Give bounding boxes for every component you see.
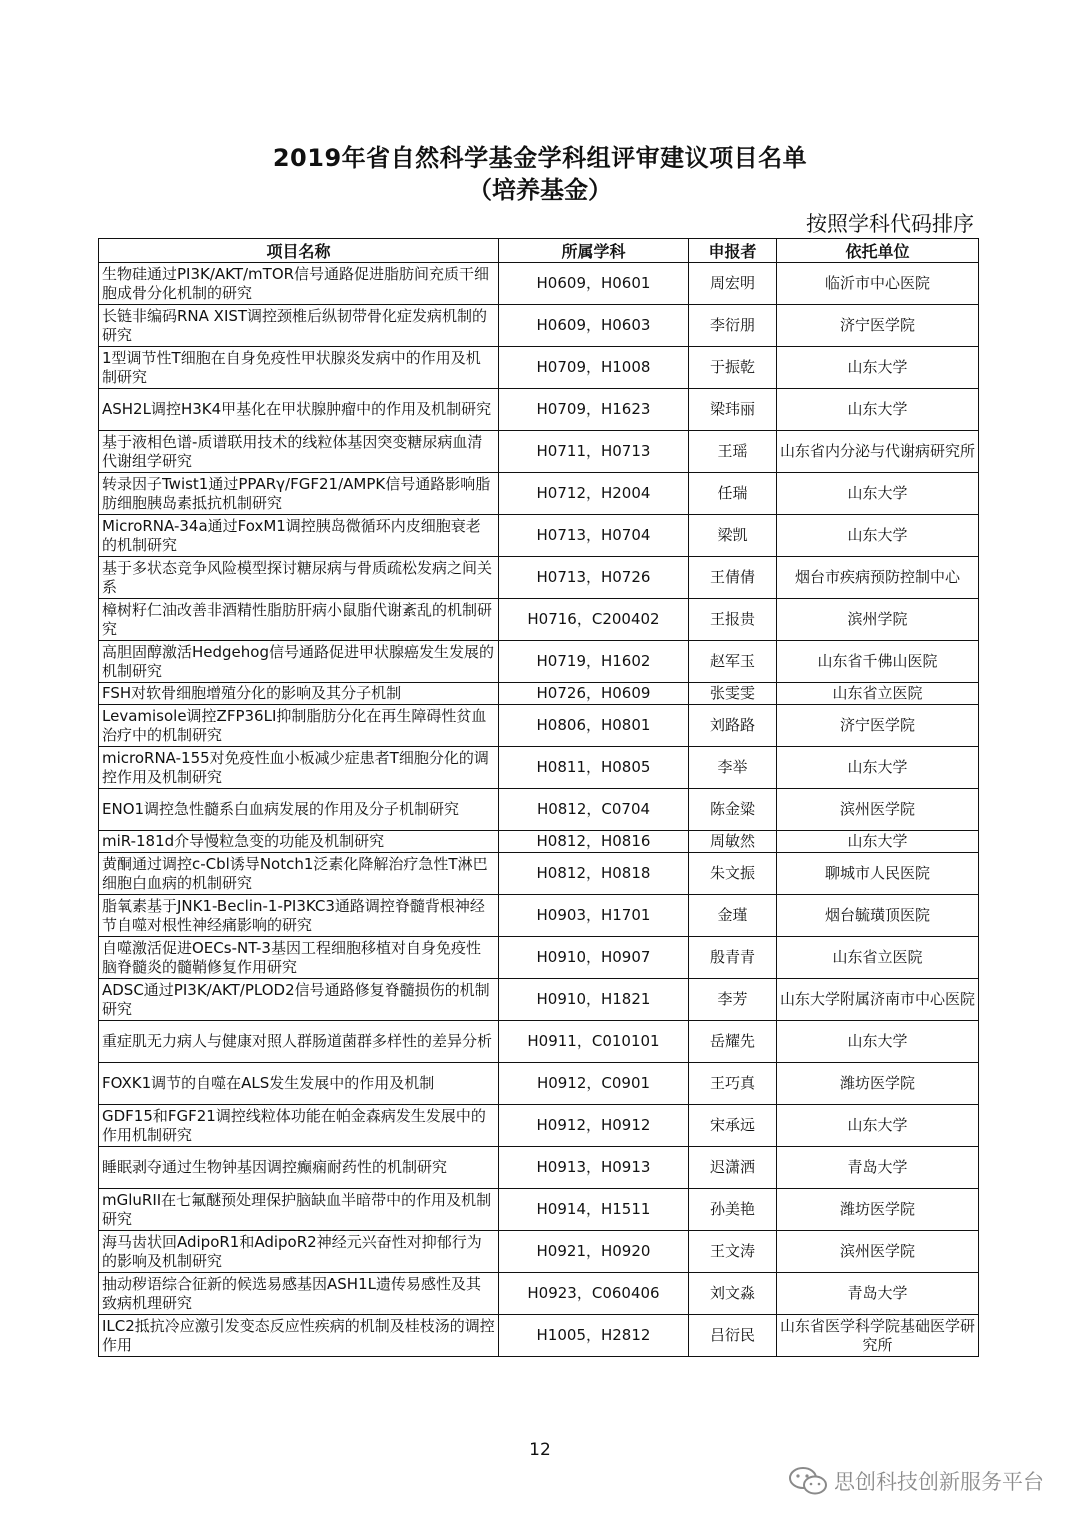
cell-project-name: MicroRNA-34a通过FoxM1调控胰岛微循环内皮细胞衰老的机制研究 — [99, 515, 499, 557]
cell-project-name: 黄酮通过调控c-Cbl诱导Notch1泛素化降解治疗急性T淋巴细胞白血病的机制研究 — [99, 853, 499, 895]
cell-applicant: 吕衍民 — [689, 1315, 777, 1357]
cell-unit: 山东大学 — [777, 831, 979, 853]
cell-project-name: GDF15和FGF21调控线粒体功能在帕金森病发生发展中的作用机制研究 — [99, 1105, 499, 1147]
cell-unit: 滨州学院 — [777, 599, 979, 641]
wechat-icon — [788, 1466, 828, 1496]
cell-unit: 济宁医学院 — [777, 705, 979, 747]
header-applicant: 申报者 — [689, 239, 777, 263]
table-row — [99, 557, 979, 599]
table-row — [99, 1315, 979, 1357]
cell-applicant: 梁玮丽 — [689, 389, 777, 431]
table-header-row — [99, 239, 979, 263]
cell-subject: H0609，H0603 — [499, 305, 689, 347]
cell-applicant: 王倩倩 — [689, 557, 777, 599]
cell-project-name: 长链非编码RNA XIST调控颈椎后纵韧带骨化症发病机制的研究 — [99, 305, 499, 347]
cell-unit: 青岛大学 — [777, 1147, 979, 1189]
cell-project-name: 生物硅通过PI3K/AKT/mTOR信号通路促进脂肪间充质干细胞成骨分化机制的研究 — [99, 263, 499, 305]
table-row — [99, 431, 979, 473]
cell-applicant: 殷青青 — [689, 937, 777, 979]
cell-subject: H0709，H1008 — [499, 347, 689, 389]
cell-project-name: microRNA-155对免疫性血小板减少症患者T细胞分化的调控作用及机制研究 — [99, 747, 499, 789]
cell-project-name: 樟树籽仁油改善非酒精性脂肪肝病小鼠脂代谢紊乱的机制研究 — [99, 599, 499, 641]
cell-unit: 滨州医学院 — [777, 789, 979, 831]
cell-applicant: 岳耀先 — [689, 1021, 777, 1063]
table-row — [99, 599, 979, 641]
cell-project-name: 重症肌无力病人与健康对照人群肠道菌群多样性的差异分析 — [99, 1021, 499, 1063]
cell-applicant: 周宏明 — [689, 263, 777, 305]
cell-subject: H0912，C0901 — [499, 1063, 689, 1105]
table-row — [99, 1189, 979, 1231]
cell-subject: H0709，H1623 — [499, 389, 689, 431]
page-number: 12 — [529, 1440, 551, 1460]
table-row — [99, 789, 979, 831]
table-row — [99, 1273, 979, 1315]
table-row — [99, 641, 979, 683]
cell-project-name: ADSC通过PI3K/AKT/PLOD2信号通路修复脊髓损伤的机制研究 — [99, 979, 499, 1021]
cell-project-name: FOXK1调节的自噬在ALS发生发展中的作用及机制 — [99, 1063, 499, 1105]
cell-unit: 山东省立医院 — [777, 937, 979, 979]
cell-subject: H0812，H0818 — [499, 853, 689, 895]
cell-project-name: 基于多状态竞争风险模型探讨糖尿病与骨质疏松发病之间关系 — [99, 557, 499, 599]
cell-applicant: 赵军玉 — [689, 641, 777, 683]
cell-project-name: 基于液相色谱-质谱联用技术的线粒体基因突变糖尿病血清代谢组学研究 — [99, 431, 499, 473]
table-row — [99, 683, 979, 705]
cell-subject: H0719，H1602 — [499, 641, 689, 683]
header-unit: 依托单位 — [777, 239, 979, 263]
table-row — [99, 305, 979, 347]
cell-applicant: 李举 — [689, 747, 777, 789]
cell-project-name: 脂氧素基于JNK1-Beclin-1-PI3KC3通路调控脊髓背根神经节自噬对根性神经痛影响的研究 — [99, 895, 499, 937]
cell-unit: 滨州医学院 — [777, 1231, 979, 1273]
cell-unit: 临沂市中心医院 — [777, 263, 979, 305]
cell-subject: H0911，C010101 — [499, 1021, 689, 1063]
cell-unit: 山东大学 — [777, 473, 979, 515]
cell-subject: H0921，H0920 — [499, 1231, 689, 1273]
cell-project-name: 1型调节性T细胞在自身免疫性甲状腺炎发病中的作用及机制研究 — [99, 347, 499, 389]
cell-project-name: ENO1调控急性髓系白血病发展的作用及分子机制研究 — [99, 789, 499, 831]
table-row — [99, 895, 979, 937]
cell-subject: H0923，C060406 — [499, 1273, 689, 1315]
cell-subject: H0912，H0912 — [499, 1105, 689, 1147]
cell-unit: 烟台市疾病预防控制中心 — [777, 557, 979, 599]
cell-unit: 聊城市人民医院 — [777, 853, 979, 895]
table-row — [99, 1105, 979, 1147]
cell-subject: H0910，H1821 — [499, 979, 689, 1021]
cell-subject: H0713，H0704 — [499, 515, 689, 557]
cell-applicant: 孙美艳 — [689, 1189, 777, 1231]
cell-applicant: 宋承远 — [689, 1105, 777, 1147]
table-row — [99, 747, 979, 789]
cell-applicant: 李衍朋 — [689, 305, 777, 347]
cell-unit: 山东大学 — [777, 1105, 979, 1147]
table-row — [99, 1063, 979, 1105]
cell-applicant: 李芳 — [689, 979, 777, 1021]
table-row — [99, 389, 979, 431]
cell-project-name: Levamisole调控ZFP36LI抑制脂肪分化在再生障碍性贫血治疗中的机制研究 — [99, 705, 499, 747]
cell-project-name: 海马齿状回AdipoR1和AdipoR2神经元兴奋性对抑郁行为的影响及机制研究 — [99, 1231, 499, 1273]
cell-applicant: 王文涛 — [689, 1231, 777, 1273]
cell-applicant: 迟潇洒 — [689, 1147, 777, 1189]
table-row — [99, 473, 979, 515]
cell-unit: 潍坊医学院 — [777, 1063, 979, 1105]
project-table — [98, 238, 979, 1357]
cell-unit: 青岛大学 — [777, 1273, 979, 1315]
watermark — [788, 1466, 1044, 1496]
table-row — [99, 1231, 979, 1273]
cell-project-name: ASH2L调控H3K4甲基化在甲状腺肿瘤中的作用及机制研究 — [99, 389, 499, 431]
cell-applicant: 张雯雯 — [689, 683, 777, 705]
cell-subject: H0811，H0805 — [499, 747, 689, 789]
cell-subject: H0713，H0726 — [499, 557, 689, 599]
cell-applicant: 任瑞 — [689, 473, 777, 515]
cell-subject: H0812，H0816 — [499, 831, 689, 853]
table-body — [99, 263, 979, 1357]
cell-applicant: 刘文淼 — [689, 1273, 777, 1315]
watermark-text: 思创科技创新服务平台 — [834, 1470, 1044, 1494]
cell-project-name: 转录因子Twist1通过PPARγ/FGF21/AMPK信号通路影响脂肪细胞胰岛素抵抗机制研究 — [99, 473, 499, 515]
cell-unit: 山东大学附属济南市中心医院 — [777, 979, 979, 1021]
table-row — [99, 1021, 979, 1063]
cell-applicant: 梁凯 — [689, 515, 777, 557]
header-project-name: 项目名称 — [99, 239, 499, 263]
cell-applicant: 刘路路 — [689, 705, 777, 747]
cell-unit: 山东省内分泌与代谢病研究所 — [777, 431, 979, 473]
table-row — [99, 979, 979, 1021]
cell-unit: 山东大学 — [777, 389, 979, 431]
table-row — [99, 1147, 979, 1189]
table-row — [99, 831, 979, 853]
document-title: 2019年省自然科学基金学科组评审建议项目名单 — [272, 144, 808, 172]
table-row — [99, 937, 979, 979]
table-row — [99, 263, 979, 305]
cell-unit: 山东大学 — [777, 1021, 979, 1063]
cell-subject: H0716，C200402 — [499, 599, 689, 641]
cell-unit: 山东大学 — [777, 747, 979, 789]
cell-unit: 潍坊医学院 — [777, 1189, 979, 1231]
cell-unit: 山东省千佛山医院 — [777, 641, 979, 683]
header-subject: 所属学科 — [499, 239, 689, 263]
cell-subject: H0913，H0913 — [499, 1147, 689, 1189]
cell-applicant: 金瑾 — [689, 895, 777, 937]
cell-subject: H1005，H2812 — [499, 1315, 689, 1357]
table-row — [99, 347, 979, 389]
cell-subject: H0609，H0601 — [499, 263, 689, 305]
cell-subject: H0726，H0609 — [499, 683, 689, 705]
cell-project-name: mGluRII在七氟醚预处理保护脑缺血半暗带中的作用及机制研究 — [99, 1189, 499, 1231]
cell-applicant: 朱文振 — [689, 853, 777, 895]
cell-unit: 山东省立医院 — [777, 683, 979, 705]
cell-project-name: miR-181d介导慢粒急变的功能及机制研究 — [99, 831, 499, 853]
cell-project-name: FSH对软骨细胞增殖分化的影响及其分子机制 — [99, 683, 499, 705]
cell-unit: 济宁医学院 — [777, 305, 979, 347]
cell-subject: H0903，H1701 — [499, 895, 689, 937]
cell-subject: H0711，H0713 — [499, 431, 689, 473]
cell-unit: 山东大学 — [777, 347, 979, 389]
table-row — [99, 515, 979, 557]
cell-project-name: 自噬激活促进OECs-NT-3基因工程细胞移植对自身免疫性脑脊髓炎的髓鞘修复作用研究 — [99, 937, 499, 979]
cell-applicant: 王报贵 — [689, 599, 777, 641]
cell-applicant: 周敏然 — [689, 831, 777, 853]
cell-applicant: 陈金粱 — [689, 789, 777, 831]
cell-subject: H0914，H1511 — [499, 1189, 689, 1231]
cell-subject: H0910，H0907 — [499, 937, 689, 979]
cell-applicant: 于振乾 — [689, 347, 777, 389]
cell-applicant: 王瑶 — [689, 431, 777, 473]
cell-subject: H0712，H2004 — [499, 473, 689, 515]
cell-subject: H0806，H0801 — [499, 705, 689, 747]
cell-project-name: 高胆固醇激活Hedgehog信号通路促进甲状腺癌发生发展的机制研究 — [99, 641, 499, 683]
cell-subject: H0812，C0704 — [499, 789, 689, 831]
table-row — [99, 705, 979, 747]
cell-project-name: ILC2抵抗冷应激引发变态反应性疾病的机制及桂枝汤的调控作用 — [99, 1315, 499, 1357]
cell-unit: 山东省医学科学院基础医学研究所 — [777, 1315, 979, 1357]
cell-project-name: 抽动秽语综合征新的候选易感基因ASH1L遗传易感性及其致病机理研究 — [99, 1273, 499, 1315]
cell-applicant: 王巧真 — [689, 1063, 777, 1105]
sort-note: 按照学科代码排序 — [806, 212, 974, 236]
document-subtitle: （培养基金） — [468, 176, 612, 204]
cell-unit: 山东大学 — [777, 515, 979, 557]
cell-project-name: 睡眠剥夺通过生物钟基因调控癫痫耐药性的机制研究 — [99, 1147, 499, 1189]
cell-unit: 烟台毓璜顶医院 — [777, 895, 979, 937]
table-row — [99, 853, 979, 895]
